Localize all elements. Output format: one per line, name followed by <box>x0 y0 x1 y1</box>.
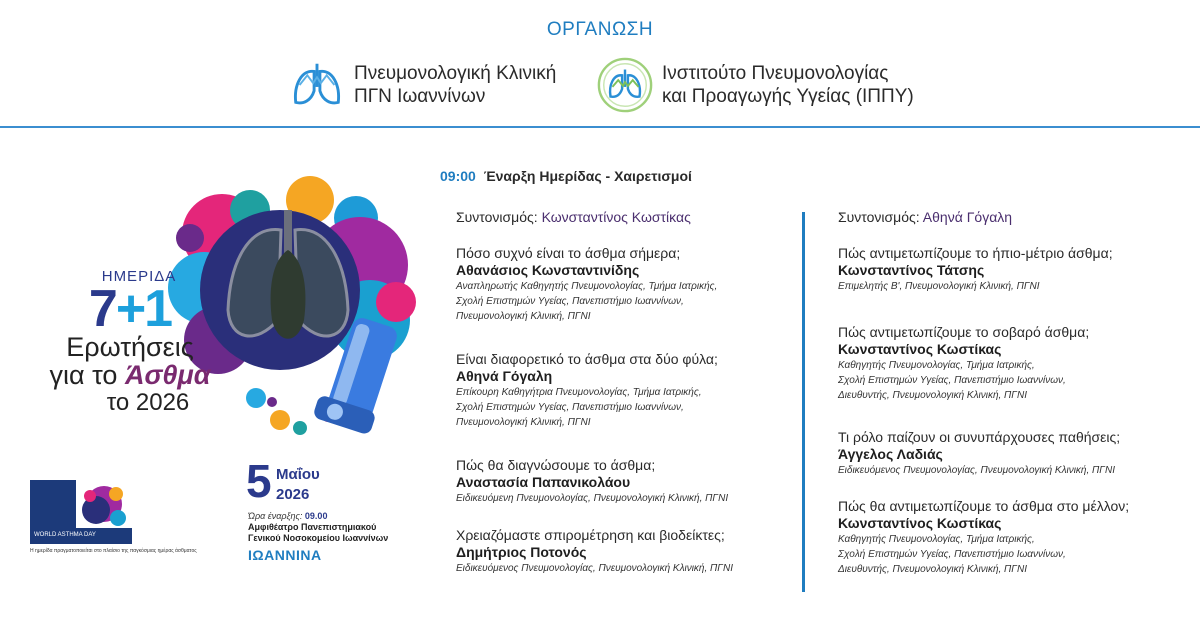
organization-heading: ΟΡΓΑΝΩΣΗ <box>546 19 654 40</box>
thumbnail-badge: WORLD ASTHMA DAY <box>34 532 96 538</box>
talk-question: Πώς θα διαγνώσουμε το άσθμα; <box>456 457 656 473</box>
talk-item <box>456 351 796 457</box>
moderator-label: Συντονισμός: <box>838 209 920 225</box>
talk-affiliation-line: Σχολή Επιστημών Υγείας, Πανεπιστήμιο Ιωαννίνων, <box>456 402 684 413</box>
org2-name-line1: Ινστιτούτο Πνευμονολογίας <box>662 63 889 84</box>
talk-affiliation-line: Πνευμονολογική Κλινική, ΠΓΝΙ <box>456 417 591 428</box>
talk-item <box>838 324 1178 429</box>
talk-item <box>838 245 1178 324</box>
talk-question: Πώς αντιμετωπίζουμε το ήπιο-μέτριο άσθμα; <box>838 245 1113 261</box>
talk-affiliation-line: Σχολή Επιστημών Υγείας, Πανεπιστήμιο Ιωαννίνων, <box>838 549 1066 560</box>
thumbnail-caption: Η ημερίδα πραγματοποιείται στο πλαίσιο της παγκόσμιας ημέρας άσθματος <box>30 548 197 554</box>
talk-speaker: Κωνσταντίνος Τάτσης <box>838 262 985 278</box>
talk-affiliation-line: Επίκουρη Καθηγήτρια Πνευμονολογίας, Τμήμα Ιατρικής, <box>456 387 702 398</box>
talk-affiliation-line: Σχολή Επιστημών Υγείας, Πανεπιστήμιο Ιωαννίνων, <box>456 296 684 307</box>
talk-speaker: Άγγελος Λαδιάς <box>838 446 943 462</box>
talk-affiliation-line: Σχολή Επιστημών Υγείας, Πανεπιστήμιο Ιωαννίνων, <box>838 375 1066 386</box>
lungs-mountain-logo <box>288 56 346 114</box>
talk-question: Είναι διαφορετικό το άσθμα στα δύο φύλα; <box>456 351 718 367</box>
moderator-line-right <box>838 209 1178 245</box>
talk-question: Τι ρόλο παίζουν οι συνυπάρχουσες παθήσεις; <box>838 429 1121 445</box>
talk-speaker: Αθανάσιος Κωνσταντινίδης <box>456 262 640 278</box>
opening-title: Έναρξη Ημερίδας - Χαιρετισμοί <box>483 168 692 184</box>
talk-affiliation-line: Διευθυντής, Πνευμονολογική Κλινική, ΠΓΝΙ <box>838 390 1028 401</box>
event-venue <box>248 522 388 544</box>
talk-item <box>456 457 796 527</box>
venue-line1: Αμφιθέατρο Πανεπιστημιακού <box>248 522 377 532</box>
talk-affiliation-line: Πνευμονολογική Κλινική, ΠΓΝΙ <box>456 311 591 322</box>
organizer-pulmonology-clinic <box>288 56 556 114</box>
org1-name-line2: ΠΓΝ Ιωαννίνων <box>354 86 486 107</box>
moderator-label: Συντονισμός: <box>456 209 538 225</box>
talk-affiliation-line: Καθηγητής Πνευμονολογίας, Τμήμα Ιατρικής, <box>838 534 1035 545</box>
event-day: 5 <box>246 455 272 507</box>
event-kicker: ΗΜΕΡΙΔΑ <box>101 268 177 285</box>
program-column-left <box>456 209 796 597</box>
start-time-value: 09.00 <box>304 511 328 521</box>
talk-speaker: Κωνσταντίνος Κωστίκας <box>838 515 1002 531</box>
talk-item <box>838 498 1178 577</box>
org2-name-line2: και Προαγωγής Υγείας (ΙΠΠΥ) <box>662 86 914 107</box>
talk-item <box>456 527 796 597</box>
talk-speaker: Κωνσταντίνος Κωστίκας <box>838 341 1002 357</box>
talk-question: Πώς θα αντιμετωπίζουμε το άσθμα στο μέλλον; <box>838 498 1130 514</box>
event-month: Μαΐου <box>276 466 320 483</box>
talk-speaker: Δημήτριος Ποτονός <box>456 544 587 560</box>
org1-name-line1: Πνευμονολογική Κλινική <box>354 63 557 84</box>
talk-affiliation-line: Αναπληρωτής Καθηγητής Πνευμονολογίας, Τμήμα Ιατρικής, <box>456 281 718 292</box>
talk-affiliation-line: Ειδικευόμενη Πνευμονολογίας, Πνευμονολογική Κλινική, ΠΓΝΙ <box>456 493 729 504</box>
talk-question: Πόσο συχνό είναι το άσθμα σήμερα; <box>456 245 681 261</box>
talk-item <box>456 245 796 351</box>
talk-affiliation-line: Ειδικευόμενος Πνευμονολογίας, Πνευμονολογική Κλινική, ΠΓΝΙ <box>838 465 1115 476</box>
talk-affiliation-line: Επιμελητής Β', Πνευμονολογική Κλινική, ΠΓΝΙ <box>838 281 1040 292</box>
talk-speaker: Αθηνά Γόγαλη <box>456 368 553 384</box>
ippy-logo <box>596 56 654 114</box>
header-divider <box>0 126 1200 128</box>
event-title-asthma: Άσθμα <box>124 360 211 390</box>
start-time-label: Ώρα έναρξης: <box>248 511 303 521</box>
moderator-line-left <box>456 209 796 245</box>
event-city: ΙΩΑΝΝΙΝΑ <box>248 547 322 563</box>
event-title <box>40 268 220 417</box>
talk-affiliation-line: Καθηγητής Πνευμονολογίας, Τμήμα Ιατρικής, <box>838 360 1035 371</box>
talk-affiliation-line: Διευθυντής, Πνευμονολογική Κλινική, ΠΓΝΙ <box>838 564 1028 575</box>
event-number-plus-one: +1 <box>115 280 172 338</box>
program-column-right <box>838 209 1178 577</box>
event-number <box>40 280 220 338</box>
talk-item <box>838 429 1178 498</box>
column-divider <box>802 212 805 592</box>
moderator-name: Αθηνά Γόγαλη <box>922 209 1013 225</box>
event-thumbnail <box>30 480 132 544</box>
opening-time: 09:00 <box>440 168 476 184</box>
venue-line2: Γενικού Νοσοκομείου Ιωαννίνων <box>248 533 389 543</box>
event-title-line1: Ερωτήσεις <box>66 332 194 362</box>
talk-question: Χρειαζόμαστε σπιρομέτρηση και βιοδείκτες; <box>456 527 725 543</box>
event-title-year: το 2026 <box>106 389 190 416</box>
talk-affiliation-line: Ειδικευόμενος Πνευμονολογίας, Πνευμονολογική Κλινική, ΠΓΝΙ <box>456 563 733 574</box>
event-year: 2026 <box>276 486 310 503</box>
organizer-pulmonology-institute <box>596 56 914 114</box>
talk-speaker: Αναστασία Παπανικολάου <box>456 474 631 490</box>
event-title-line2 <box>40 361 220 389</box>
moderator-name: Κωνσταντίνος Κωστίκας <box>541 209 691 225</box>
opening-session <box>440 168 692 184</box>
event-number-seven: 7 <box>88 280 116 338</box>
event-start-time <box>248 511 327 521</box>
event-title-line2-prefix: για το <box>49 360 125 390</box>
talk-question: Πώς αντιμετωπίζουμε το σοβαρό άσθμα; <box>838 324 1090 340</box>
